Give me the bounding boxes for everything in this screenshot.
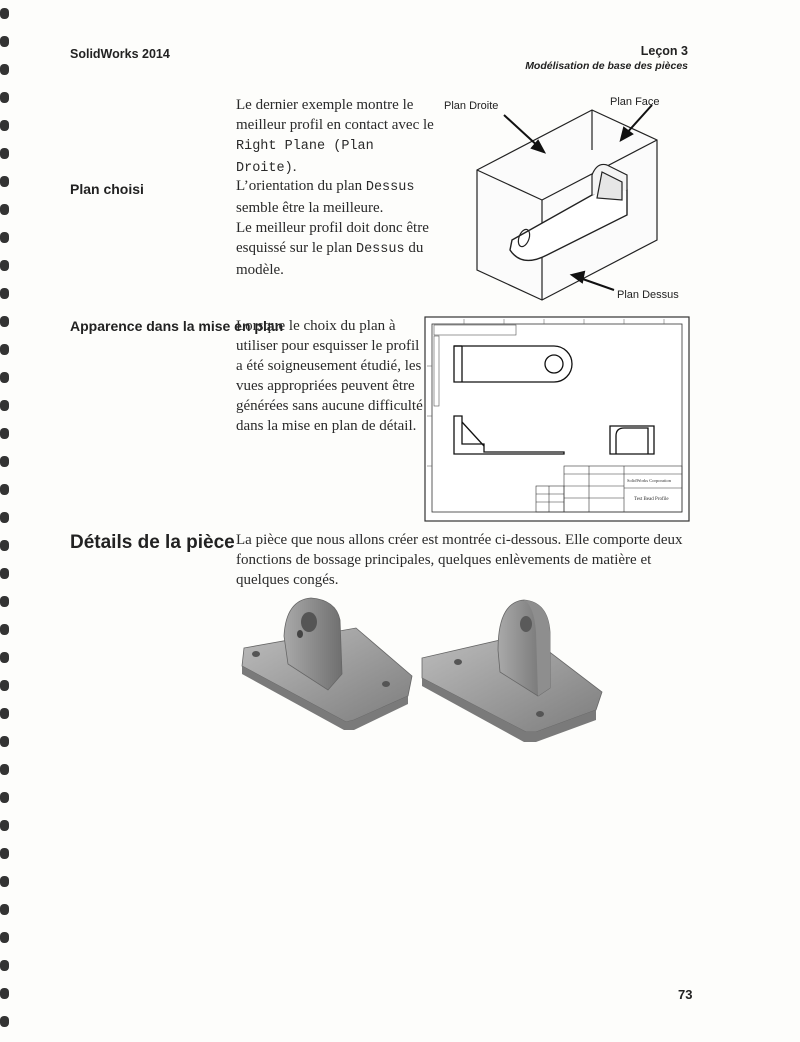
chapter-title: Leçon 3 <box>640 44 688 58</box>
plan-choisi-text-4: du modèle. <box>236 240 424 278</box>
section-heading-plan-choisi: Plan choisi <box>70 181 144 197</box>
label-plan-dessus: Plan Dessus <box>617 289 679 301</box>
page-number: 73 <box>678 987 693 1002</box>
intro-text-1: Le dernier exemple montre le meilleur profil en contact avec le <box>236 97 434 133</box>
part-render-left <box>242 598 412 730</box>
apparence-paragraph: Lorsque le choix du plan à utiliser pour esquisser le profil a été soigneusement étudié, les vues appropriées peuvent être générées sans aucune difficulté dans la mise en plan de détail. <box>236 318 423 434</box>
intro-paragraph <box>236 95 436 179</box>
plan-choisi-text-3: Le meilleur profil doit donc être esquissé sur le plan <box>236 220 429 256</box>
title-block-title: Test Bead Profile <box>634 497 669 502</box>
label-plan-face: Plan Face <box>610 96 660 108</box>
drawing-sheet-figure <box>424 316 690 522</box>
book-title: SolidWorks 2014 <box>70 47 170 61</box>
plan-choisi-text-1: L’orientation du plan <box>236 178 366 194</box>
chapter-subtitle: Modélisation de base des pièces <box>525 60 688 72</box>
details-paragraph: La pièce que nous allons créer est montrée ci-dessous. Elle comporte deux fonctions de bossage principales, quelques enlèvements de matière et quelques congés. <box>236 532 683 588</box>
planes-figure <box>432 90 702 305</box>
plan-choisi-mono-2: Dessus <box>355 242 405 257</box>
plan-choisi-text-2: semble être la meilleure. <box>236 200 384 216</box>
label-plan-droite: Plan Droite <box>444 100 499 112</box>
section-heading-details: Détails de la pièce <box>70 532 235 553</box>
intro-plane-name: Right Plane (Plan Droite) <box>236 139 374 176</box>
spiral-binding <box>0 0 14 1042</box>
part-render-right <box>422 600 602 742</box>
plan-choisi-paragraph <box>236 176 436 280</box>
title-block-company: SolidWorks Corporation <box>627 478 672 483</box>
intro-text-2: . <box>292 159 297 175</box>
plan-choisi-mono-1: Dessus <box>365 180 415 195</box>
section-heading-apparence: Apparence dans la mise en plan <box>70 318 284 334</box>
part-renders <box>236 592 616 752</box>
chapter-header <box>525 44 688 72</box>
